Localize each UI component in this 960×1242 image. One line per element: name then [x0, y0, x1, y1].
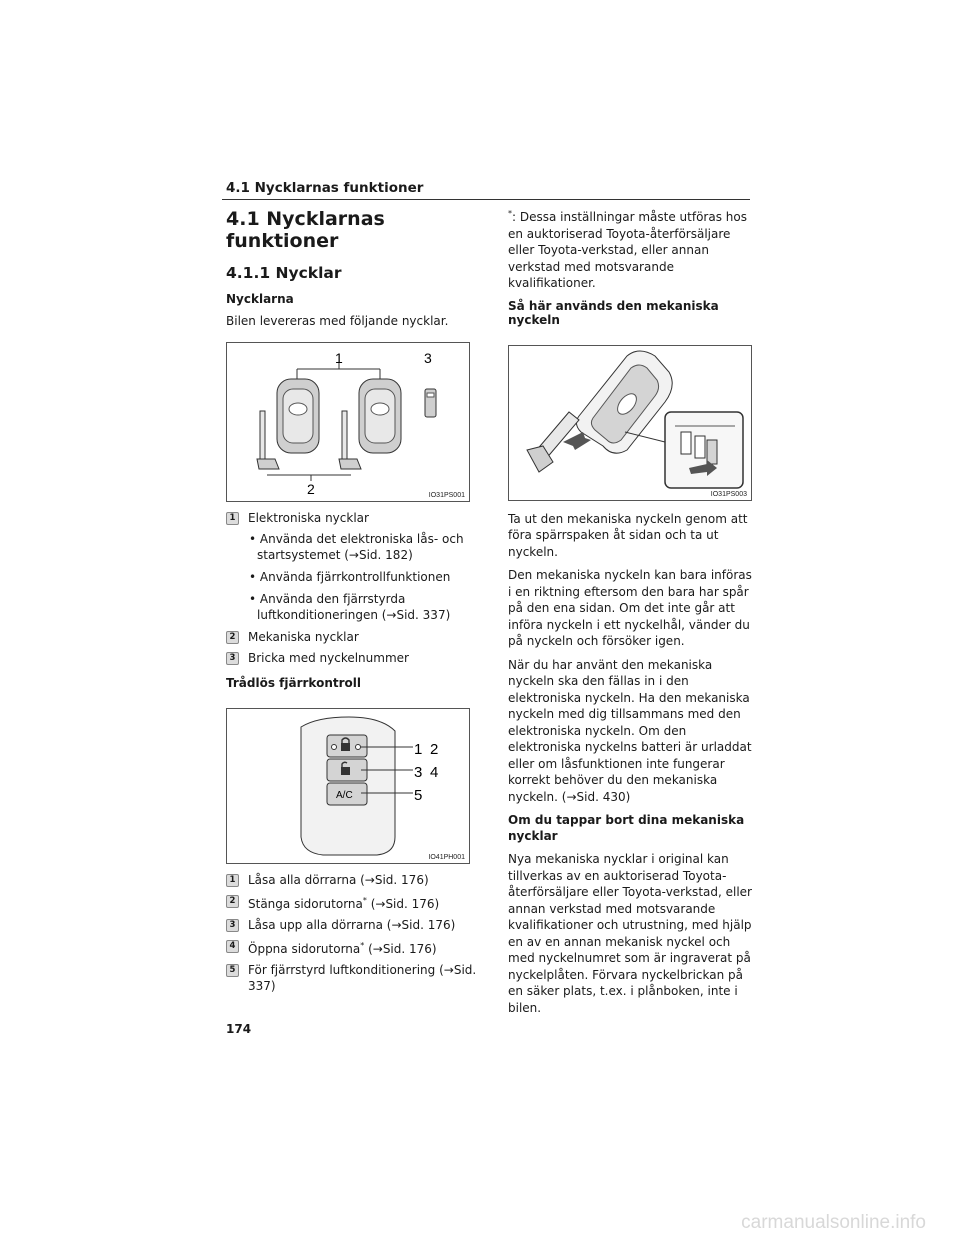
bullet-item: • Använda fjärrkontrollfunktionen — [249, 569, 451, 584]
callout-number: 3 — [226, 652, 239, 665]
paragraph: Ta ut den mekaniska nyckeln genom att föra spärrspaken åt sidan och ta ut nyckeln. — [508, 511, 748, 559]
fig2-label-2: 2 — [430, 740, 439, 758]
footnote-marker: * — [360, 940, 365, 950]
fig2-label-3: 3 — [414, 763, 423, 781]
list-item — [226, 917, 486, 933]
keys-heading: Nycklarna — [226, 292, 294, 306]
mech-key-illustration — [509, 346, 751, 500]
list-item-text — [248, 938, 437, 957]
list-item — [226, 629, 486, 645]
watermark: carmanualsonline.info — [741, 1212, 926, 1233]
bullet-item: • Använda det elektroniska lås- och startsystemet (→Sid. 182) — [249, 531, 464, 562]
ac-button-label: A/C — [336, 789, 353, 801]
list-item — [226, 893, 486, 912]
fig1-label-3: 3 — [424, 349, 432, 366]
page-reference: (→Sid. 176) — [364, 941, 437, 956]
mech-key-heading: Så här används den mekaniska nyckeln — [508, 298, 719, 327]
fig1-label-2: 2 — [307, 480, 315, 497]
fig2-label-5: 5 — [414, 786, 423, 804]
page-reference: (→Sid. 176) — [366, 896, 440, 911]
callout-number: 1 — [226, 512, 239, 525]
section-title: 4.1 Nycklarnas funktioner — [226, 208, 385, 252]
keys-figure — [226, 342, 470, 502]
subsection-title: 4.1.1 Nycklar — [226, 264, 342, 282]
figure-code: IO41PH001 — [428, 853, 465, 861]
callout-number: 2 — [226, 631, 239, 644]
list-item-text: Elektroniska nycklar — [248, 510, 369, 525]
mech-key-figure — [508, 345, 752, 501]
right-column — [508, 206, 754, 1023]
list-item-text: För fjärrstyrd luftkonditionering (→Sid. 337) — [248, 962, 477, 993]
list-item-text — [248, 893, 439, 912]
list-item-text: Låsa upp alla dörrarna (→Sid. 176) — [248, 917, 456, 932]
list-item — [226, 650, 486, 666]
callout-number: 3 — [226, 919, 239, 932]
footnote — [508, 206, 754, 292]
callout-number: 2 — [226, 895, 239, 908]
figure-code: IO31PS003 — [710, 490, 747, 498]
header-rule — [222, 199, 750, 200]
list-item-text: Bricka med nyckelnummer — [248, 650, 409, 665]
list-item-text-main: Öppna sidorutorna — [248, 941, 361, 956]
paragraph: Den mekaniska nyckeln kan bara införas i en riktning eftersom den bara har spår på den ena sidan. Om det inte går att införa nyckeln i ett nyckelhål, vänder du på nyckeln och försöker igen. — [508, 568, 752, 648]
list-item — [226, 510, 486, 526]
list-item — [226, 962, 486, 994]
callout-number: 4 — [226, 940, 239, 953]
list-item-text: Låsa alla dörrarna (→Sid. 176) — [248, 872, 429, 887]
figure-code: IO31PS001 — [428, 491, 465, 499]
fig2-label-1: 1 — [414, 740, 423, 758]
fig2-label-4: 4 — [430, 763, 439, 781]
left-column — [226, 206, 486, 999]
bullet-item: • Använda den fjärrstyrda luftkonditioneringen (→Sid. 337) — [249, 591, 451, 622]
list-item-text: Mekaniska nycklar — [248, 629, 359, 644]
footnote-text: : Dessa inställningar måste utföras hos en auktoriserad Toyota-återförsäljare eller Toyota-verkstad, eller annan verkstad med motsvarande kvalifikationer. — [508, 210, 747, 290]
paragraph: När du har använt den mekaniska nyckeln ska den fällas in i den elektroniska nyckeln. Ha den mekaniska nyckeln med dig tillsammans med den elektroniska nyckeln. Om den elektroniska nyckelns batteri är urladdat eller om låsfunktionen inte fungerar korrekt behöver du den mekaniska nyckeln. (→Sid. 430) — [508, 657, 752, 804]
remote-figure — [226, 708, 470, 864]
footnote-marker: * — [362, 895, 367, 905]
remote-heading: Trådlös fjärrkontroll — [226, 675, 361, 690]
page-number: 174 — [226, 1022, 252, 1036]
fig1-label-1: 1 — [335, 349, 343, 366]
callout-number: 1 — [226, 874, 239, 887]
list-item — [226, 872, 486, 888]
keys-illustration — [227, 343, 469, 501]
lost-keys-heading: Om du tappar bort dina mekaniska nycklar — [508, 813, 745, 843]
footnote-marker: * — [508, 209, 512, 218]
paragraph: Nya mekaniska nycklar i original kan tillverkas av en auktoriserad Toyota-återförsäljare eller Toyota-verkstad, eller annan verkstad med motsvarande kvalifikationer och utrustning, med hjälp en av en annan mekanisk nyckel och med nyckelnumret som är ingraverat på nyckelplåten. Förvara nyckelbrickan på en säker plats, t.ex. i plånboken, inte i bilen. — [508, 852, 752, 1015]
keys-intro: Bilen levereras med följande nycklar. — [226, 314, 449, 328]
callout-number: 5 — [226, 964, 239, 977]
list-item-text-main: Stänga sidorutorna — [248, 896, 363, 911]
running-header: 4.1 Nycklarnas funktioner — [226, 180, 424, 196]
remote-illustration — [227, 709, 469, 863]
list-item — [226, 938, 486, 957]
